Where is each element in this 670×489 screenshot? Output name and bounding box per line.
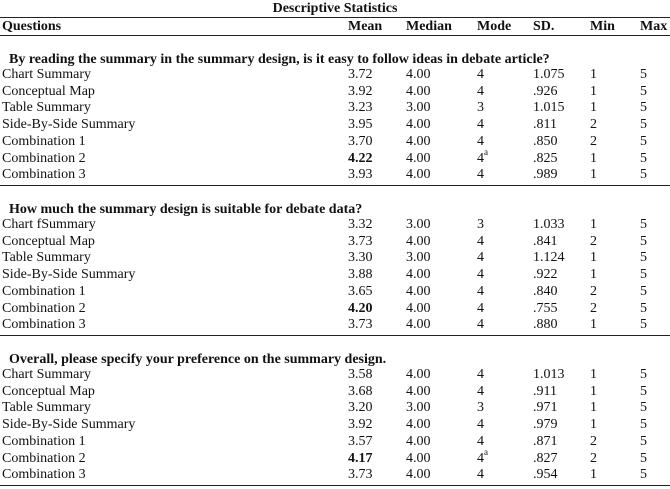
cell-name: Conceptual Map xyxy=(2,84,95,99)
cell-median: 4.00 xyxy=(406,167,431,182)
cell-sd: 1.015 xyxy=(533,100,565,115)
cell-mean: 3.68 xyxy=(348,384,373,399)
cell-mode: 4 xyxy=(477,384,484,399)
cell-max: 5 xyxy=(640,117,647,132)
cell-mode: 4 xyxy=(477,167,484,182)
cell-min: 1 xyxy=(590,384,597,399)
table-row xyxy=(0,117,670,133)
cell-sd: .840 xyxy=(533,284,558,299)
cell-name: Table Summary xyxy=(2,400,91,415)
cell-sd: .871 xyxy=(533,434,558,449)
cell-max: 5 xyxy=(640,384,647,399)
table-row xyxy=(0,84,670,100)
cell-max: 5 xyxy=(640,417,647,432)
cell-min: 1 xyxy=(590,100,597,115)
cell-max: 5 xyxy=(640,217,647,232)
cell-name: Combination 1 xyxy=(2,434,86,449)
cell-name: Table Summary xyxy=(2,250,91,265)
header-mean: Mean xyxy=(348,19,383,34)
cell-sd: 1.033 xyxy=(533,217,565,232)
table-row xyxy=(0,67,670,83)
cell-min: 1 xyxy=(590,84,597,99)
cell-name: Conceptual Map xyxy=(2,234,95,249)
cell-mean: 4.22 xyxy=(348,151,373,166)
table-row xyxy=(0,284,670,300)
header-row xyxy=(0,18,670,35)
cell-median: 4.00 xyxy=(406,451,431,466)
cell-name: Side-By-Side Summary xyxy=(2,417,136,432)
cell-min: 1 xyxy=(590,217,597,232)
cell-mode: 4 xyxy=(477,301,484,316)
cell-mean: 3.30 xyxy=(348,250,373,265)
cell-mode: 4 xyxy=(477,434,484,449)
cell-max: 5 xyxy=(640,151,647,166)
cell-name: Side-By-Side Summary xyxy=(2,267,136,282)
cell-name: Combination 2 xyxy=(2,301,86,316)
cell-median: 4.00 xyxy=(406,67,431,82)
cell-median: 3.00 xyxy=(406,217,431,232)
cell-mean: 3.88 xyxy=(348,267,373,282)
cell-max: 5 xyxy=(640,134,647,149)
header-min: Min xyxy=(590,19,615,34)
cell-mean: 3.32 xyxy=(348,217,373,232)
table-row xyxy=(0,400,670,416)
cell-mode: 4 xyxy=(477,284,484,299)
cell-name: Chart Summary xyxy=(2,367,92,382)
mode-superscript: a xyxy=(484,147,488,158)
cell-median: 3.00 xyxy=(406,250,431,265)
header-max: Max xyxy=(640,19,668,34)
cell-max: 5 xyxy=(640,451,647,466)
cell-min: 2 xyxy=(590,117,597,132)
cell-name: Combination 3 xyxy=(2,167,86,182)
cell-min: 2 xyxy=(590,434,597,449)
cell-mean: 3.72 xyxy=(348,67,373,82)
cell-mode: 4 xyxy=(477,67,484,82)
cell-mode: 4 xyxy=(477,250,484,265)
cell-mode: 3 xyxy=(477,400,484,415)
cell-max: 5 xyxy=(640,301,647,316)
cell-mode: 4 xyxy=(477,117,484,132)
header-questions: Questions xyxy=(2,19,62,34)
cell-sd: 1.124 xyxy=(533,250,565,265)
cell-median: 4.00 xyxy=(406,134,431,149)
cell-mean: 3.73 xyxy=(348,467,373,482)
cell-sd: .811 xyxy=(533,117,557,132)
table-row xyxy=(0,317,670,333)
cell-median: 4.00 xyxy=(406,367,431,382)
table-row xyxy=(0,100,670,116)
cell-min: 2 xyxy=(590,234,597,249)
cell-mean: 4.17 xyxy=(348,451,373,466)
cell-mode: 4 xyxy=(477,134,484,149)
cell-median: 4.00 xyxy=(406,434,431,449)
cell-median: 3.00 xyxy=(406,100,431,115)
cell-sd: .841 xyxy=(533,234,558,249)
cell-max: 5 xyxy=(640,167,647,182)
cell-max: 5 xyxy=(640,84,647,99)
cell-min: 2 xyxy=(590,284,597,299)
table-row xyxy=(0,134,670,150)
cell-max: 5 xyxy=(640,434,647,449)
cell-sd: 1.075 xyxy=(533,67,565,82)
cell-min: 1 xyxy=(590,417,597,432)
cell-sd: .979 xyxy=(533,417,558,432)
cell-name: Combination 2 xyxy=(2,151,86,166)
cell-mode: 3 xyxy=(477,100,484,115)
cell-mean: 3.93 xyxy=(348,167,373,182)
cell-mean: 3.57 xyxy=(348,434,373,449)
cell-median: 4.00 xyxy=(406,234,431,249)
cell-mode: 3 xyxy=(477,217,484,232)
cell-mode: 4 xyxy=(477,467,484,482)
cell-mean: 3.95 xyxy=(348,117,373,132)
cell-name: Combination 1 xyxy=(2,284,86,299)
table-row xyxy=(0,384,670,400)
cell-mean: 3.73 xyxy=(348,317,373,332)
cell-min: 1 xyxy=(590,367,597,382)
cell-median: 4.00 xyxy=(406,284,431,299)
cell-min: 1 xyxy=(590,267,597,282)
cell-min: 1 xyxy=(590,67,597,82)
cell-name: Chart fSummary xyxy=(2,217,96,232)
cell-min: 1 xyxy=(590,317,597,332)
cell-min: 1 xyxy=(590,167,597,182)
cell-sd: .971 xyxy=(533,400,558,415)
table-row xyxy=(0,234,670,250)
cell-name: Combination 2 xyxy=(2,451,86,466)
table-row xyxy=(0,417,670,433)
cell-mode: 4 xyxy=(477,367,484,382)
header-median: Median xyxy=(406,19,452,34)
header-mode: Mode xyxy=(477,19,512,34)
table-row xyxy=(0,447,670,467)
cell-max: 5 xyxy=(640,250,647,265)
cell-sd: .922 xyxy=(533,267,558,282)
cell-name: Chart Summary xyxy=(2,67,92,82)
cell-mean: 3.20 xyxy=(348,400,373,415)
cell-median: 4.00 xyxy=(406,384,431,399)
table-row xyxy=(0,250,670,266)
cell-sd: .825 xyxy=(533,151,558,166)
cell-mode: 4 xyxy=(477,317,484,332)
cell-min: 2 xyxy=(590,301,597,316)
table-row xyxy=(0,434,670,450)
cell-name: Combination 3 xyxy=(2,467,86,482)
cell-sd: 1.013 xyxy=(533,367,565,382)
cell-sd: .850 xyxy=(533,134,558,149)
cell-min: 1 xyxy=(590,467,597,482)
cell-mean: 3.92 xyxy=(348,84,373,99)
table-row xyxy=(0,367,670,383)
cell-sd: .989 xyxy=(533,167,558,182)
cell-mode: 4 xyxy=(477,234,484,249)
header-rule xyxy=(0,35,670,36)
cell-max: 5 xyxy=(640,400,647,415)
cell-sd: .755 xyxy=(533,301,558,316)
cell-min: 2 xyxy=(590,451,597,466)
cell-max: 5 xyxy=(640,67,647,82)
cell-max: 5 xyxy=(640,317,647,332)
cell-mode: 4$^a$ xyxy=(477,447,488,466)
header-sd: SD. xyxy=(533,19,555,34)
cell-median: 4.00 xyxy=(406,151,431,166)
section-question: How much the summary design is suitable for debate data? xyxy=(9,202,363,217)
cell-min: 1 xyxy=(590,250,597,265)
cell-sd: .880 xyxy=(533,317,558,332)
cell-mean: 3.92 xyxy=(348,417,373,432)
cell-max: 5 xyxy=(640,234,647,249)
cell-sd: .911 xyxy=(533,384,557,399)
cell-name: Table Summary xyxy=(2,100,91,115)
section-question: Overall, please specify your preference on the summary design. xyxy=(9,352,387,367)
cell-median: 4.00 xyxy=(406,317,431,332)
cell-sd: .827 xyxy=(533,451,558,466)
table-title: Descriptive Statistics xyxy=(272,1,398,16)
cell-name: Combination 1 xyxy=(2,134,86,149)
cell-max: 5 xyxy=(640,367,647,382)
section-question: By reading the summary in the summary design, is it easy to follow ideas in debate article? xyxy=(9,52,550,67)
cell-mean: 3.23 xyxy=(348,100,373,115)
cell-median: 3.00 xyxy=(406,400,431,415)
cell-mode: 4 xyxy=(477,267,484,282)
cell-median: 4.00 xyxy=(406,267,431,282)
cell-sd: .926 xyxy=(533,84,558,99)
cell-max: 5 xyxy=(640,284,647,299)
table-row xyxy=(0,217,670,233)
cell-mode: 4$^a$ xyxy=(477,147,488,166)
table-row xyxy=(0,267,670,283)
cell-mean: 3.73 xyxy=(348,234,373,249)
cell-sd: .954 xyxy=(533,467,558,482)
cell-max: 5 xyxy=(640,467,647,482)
table-row xyxy=(0,167,670,183)
section-rule xyxy=(0,335,670,336)
cell-max: 5 xyxy=(640,267,647,282)
cell-min: 1 xyxy=(590,400,597,415)
cell-median: 4.00 xyxy=(406,467,431,482)
cell-mean: 3.58 xyxy=(348,367,373,382)
cell-name: Combination 3 xyxy=(2,317,86,332)
cell-mode: 4 xyxy=(477,417,484,432)
cell-median: 4.00 xyxy=(406,84,431,99)
cell-median: 4.00 xyxy=(406,301,431,316)
cell-max: 5 xyxy=(640,100,647,115)
cell-min: 2 xyxy=(590,134,597,149)
cell-median: 4.00 xyxy=(406,117,431,132)
table-row xyxy=(0,301,670,317)
cell-name: Side-By-Side Summary xyxy=(2,117,136,132)
mode-superscript: a xyxy=(484,447,488,458)
cell-mean: 3.65 xyxy=(348,284,373,299)
cell-mean: 3.70 xyxy=(348,134,373,149)
section-rule xyxy=(0,185,670,186)
cell-name: Conceptual Map xyxy=(2,384,95,399)
cell-median: 4.00 xyxy=(406,417,431,432)
table-row xyxy=(0,147,670,167)
cell-mean: 4.20 xyxy=(348,301,373,316)
cell-min: 1 xyxy=(590,151,597,166)
table-row xyxy=(0,467,670,483)
section-rule xyxy=(0,485,670,486)
cell-mode: 4 xyxy=(477,84,484,99)
